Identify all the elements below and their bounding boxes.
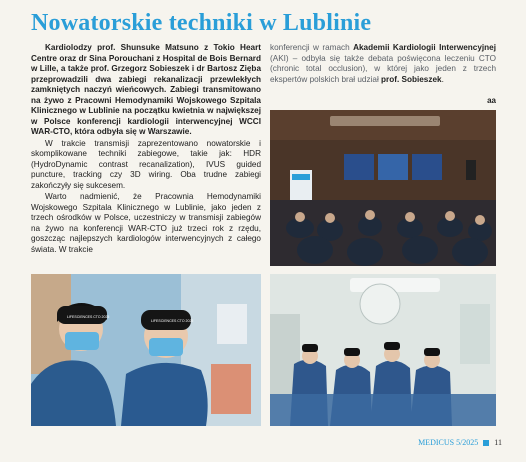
surgeons-photo-left (31, 274, 261, 426)
operating-room-photo-right (270, 274, 496, 426)
conference-room-illustration (270, 110, 496, 266)
paragraph-techniques: W trakcie transmisji zaprezentowano nowatorskie i skomplikowane techniki zabiegowe, takie jak: HDR (HydroDynamic contrast recanalization), IVUS guided puncture, tracking czy 3D wiring. Oba trudne zabiegi zakończyły się sukcesem. (31, 138, 261, 190)
square-bullet-icon (483, 440, 489, 446)
surgeons-illustration-left (31, 274, 261, 426)
magazine-issue: MEDICUS 5/2025 (418, 438, 479, 447)
page-number: 11 (494, 438, 502, 447)
conference-room-photo (270, 110, 496, 266)
cap-logo-text-2: LIFESCIENCES CTO 2025 (151, 319, 194, 323)
article-title: Nowatorskie techniki w Lublinie (31, 10, 372, 36)
operating-room-illustration (270, 274, 496, 426)
author-signature: aa (487, 96, 496, 105)
right-column (270, 43, 496, 86)
paragraph-intro: Kardiolodzy prof. Shunsuke Matsuno z Tokio Heart Centre oraz dr Sina Porouchani z Hospital de Bois Bernard w Lille, a także prof. Grzegorz Sobieszek i dr Bartosz Zięba przeprowadzili dwa zabiegi rekanalizacji przewlekłych zamkniętych naczyń wieńcowych. Zabiegi transmitowano na żywo z Pracowni Hemodynamiki Wojskowego Szpitala Klinicznego w Lublinie na początku kwietnia w największej w Polsce konferencji kardiologii interwencyjnej WCCI WAR-CTO, która odbyła się w Warszawie. (31, 43, 261, 136)
cap-logo-text: LIFESCIENCES CTO 2025 (67, 315, 110, 319)
left-column (31, 43, 261, 256)
paragraph-conference: konferencji w ramach Akademii Kardiologii Interwencyjnej (AKI) – odbyła się także debata poświęcona leczeniu CTO (chronic total occlusion), w której jako jeden z trzech ekspertów polskich brał udział prof. Sobieszek. (270, 43, 496, 84)
paragraph-transmission: Warto nadmienić, że Pracownia Hemodynamiki Wojskowego Szpitala Klinicznego w Lublinie, jako jeden z trzech ośrodków w Polsce, uczestniczy w transmisji zabiegów na żywo na konferencji WAR-CTO już trzeci rok z rzędu, goszcząc najlepszych kardiologów interwencyjnych z całego świata. W trakcie (31, 192, 261, 254)
page-footer (418, 438, 502, 447)
